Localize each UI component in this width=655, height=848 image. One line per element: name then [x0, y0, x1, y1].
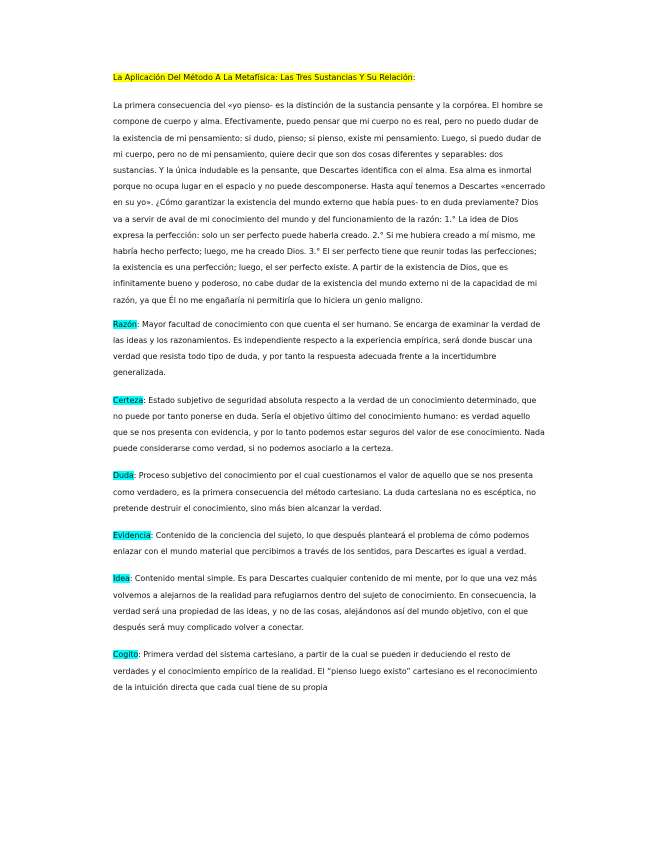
definition-term: Evidencia: [113, 531, 151, 541]
definition-idea: [113, 571, 545, 636]
definition-text: : Contenido mental simple. Es para Descartes cualquier contenido de mi mente, por lo que una vez más volvemos a alejarnos de la realidad para refugiarnos dentro del sujeto de conocimiento. En consecuencia, la verdad será una propiedad de las ideas, y no de las cosas, alejándonos así del mundo objetivo, con el que después será muy complicado volver a conectar.: [113, 574, 537, 633]
definition-evidencia: [113, 528, 545, 560]
section-title: [113, 70, 545, 86]
definition-certeza: [113, 393, 545, 458]
section-title-text: La Aplicación Del Método A La Metafísica: Las Tres Sustancias Y Su Relación: [113, 73, 413, 82]
definition-text: : Proceso subjetivo del conocimiento por el cual cuestionamos el valor de aquello que se nos presenta como verdadero, es la primera consecuencia del método cartesiano. La duda cartesiana no es escéptica, no pretende destruir el conocimiento, sino más bien alcanzar la verdad.: [113, 471, 536, 513]
intro-paragraph: La primera consecuencia del «yo pienso- es la distinción de la sustancia pensante y la corpórea. El hombre se compone de cuerpo y alma. Efectivamente, puedo pensar que mi cuerpo no es real, pero no puedo dudar de la existencia de mi pensamiento: si dudo, pienso; si pienso, existe mi pensamiento. Luego, si puedo dudar de mi cuerpo, pero no de mi pensamiento, quiere decir que son dos cosas diferentes y separables: dos sustancias. Y la única indudable es la pensante, que Descartes identifica con el alma. Esa alma es inmortal porque no ocupa lugar en el espacio y no puede descomponerse. Hasta aquí tenemos a Descartes «encerrado en su yo». ¿Cómo garantizar la existencia del mundo externo que había pues- to en duda previamente? Dios va a servir de aval de mi conocimiento del mundo y del funcionamiento de la razón: 1.° La idea de Dios expresa la perfección: solo un ser perfecto puede haberla creado. 2.° Si me hubiera creado a mí mismo, me habría hecho perfecto; luego, me ha creado Dios. 3.° El ser perfecto tiene que reunir todas las perfecciones; la existencia es una perfección; luego, el ser perfecto existe. A partir de la existencia de Dios, que es infinitamente bueno y poderoso, no cabe dudar de la existencia del mundo externo ni de la capacidad de mi razón, ya que Él no me engañaría ni permitiría que lo hiciera un genio maligno.: [113, 101, 545, 305]
definition-text: : Contenido de la conciencia del sujeto, lo que después planteará el problema de cómo podemos enlazar con el mundo material que percibimos a través de los sentidos, para Descartes es igual a verdad.: [113, 531, 530, 557]
definition-text: : Primera verdad del sistema cartesiano, a partir de la cual se pueden ir deduciendo el resto de verdades y el conocimiento empírico de la realidad. El “pienso luego existo” cartesiano es el reconocimiento de la intuición directa que cada cual tiene de su propia: [113, 650, 538, 692]
definition-term: Duda: [113, 471, 134, 481]
definition-cogito: [113, 647, 545, 696]
definition-duda: [113, 468, 545, 517]
section-title-suffix: :: [412, 73, 416, 82]
definition-razon: [113, 317, 545, 382]
definition-text: : Estado subjetivo de seguridad absoluta respecto a la verdad de un conocimiento determinado, que no puede por tanto ponerse en duda. Sería el objetivo último del conocimiento humano: es verdad aquello que se nos presenta con evidencia, y por lo tanto podemos estar seguros del valor de ese conocimiento. Nada puede considerarse como verdad, si no podemos asociarlo a la certeza.: [113, 395, 545, 454]
definition-term: Certeza: [113, 395, 144, 405]
document-body: [113, 70, 545, 707]
definition-term: Idea: [113, 574, 130, 584]
definition-term: Razón: [113, 319, 137, 329]
definition-term: Cogito: [113, 650, 139, 660]
definition-text: : Mayor facultad de conocimiento con que cuenta el ser humano. Se encarga de examinar la verdad de las ideas y los razonamientos. Es independiente respecto a la experiencia empírica, será donde buscar una verdad que resista todo tipo de duda, y por tanto la respuesta adecuada frente a la incertidumbre generalizada.: [113, 319, 541, 378]
